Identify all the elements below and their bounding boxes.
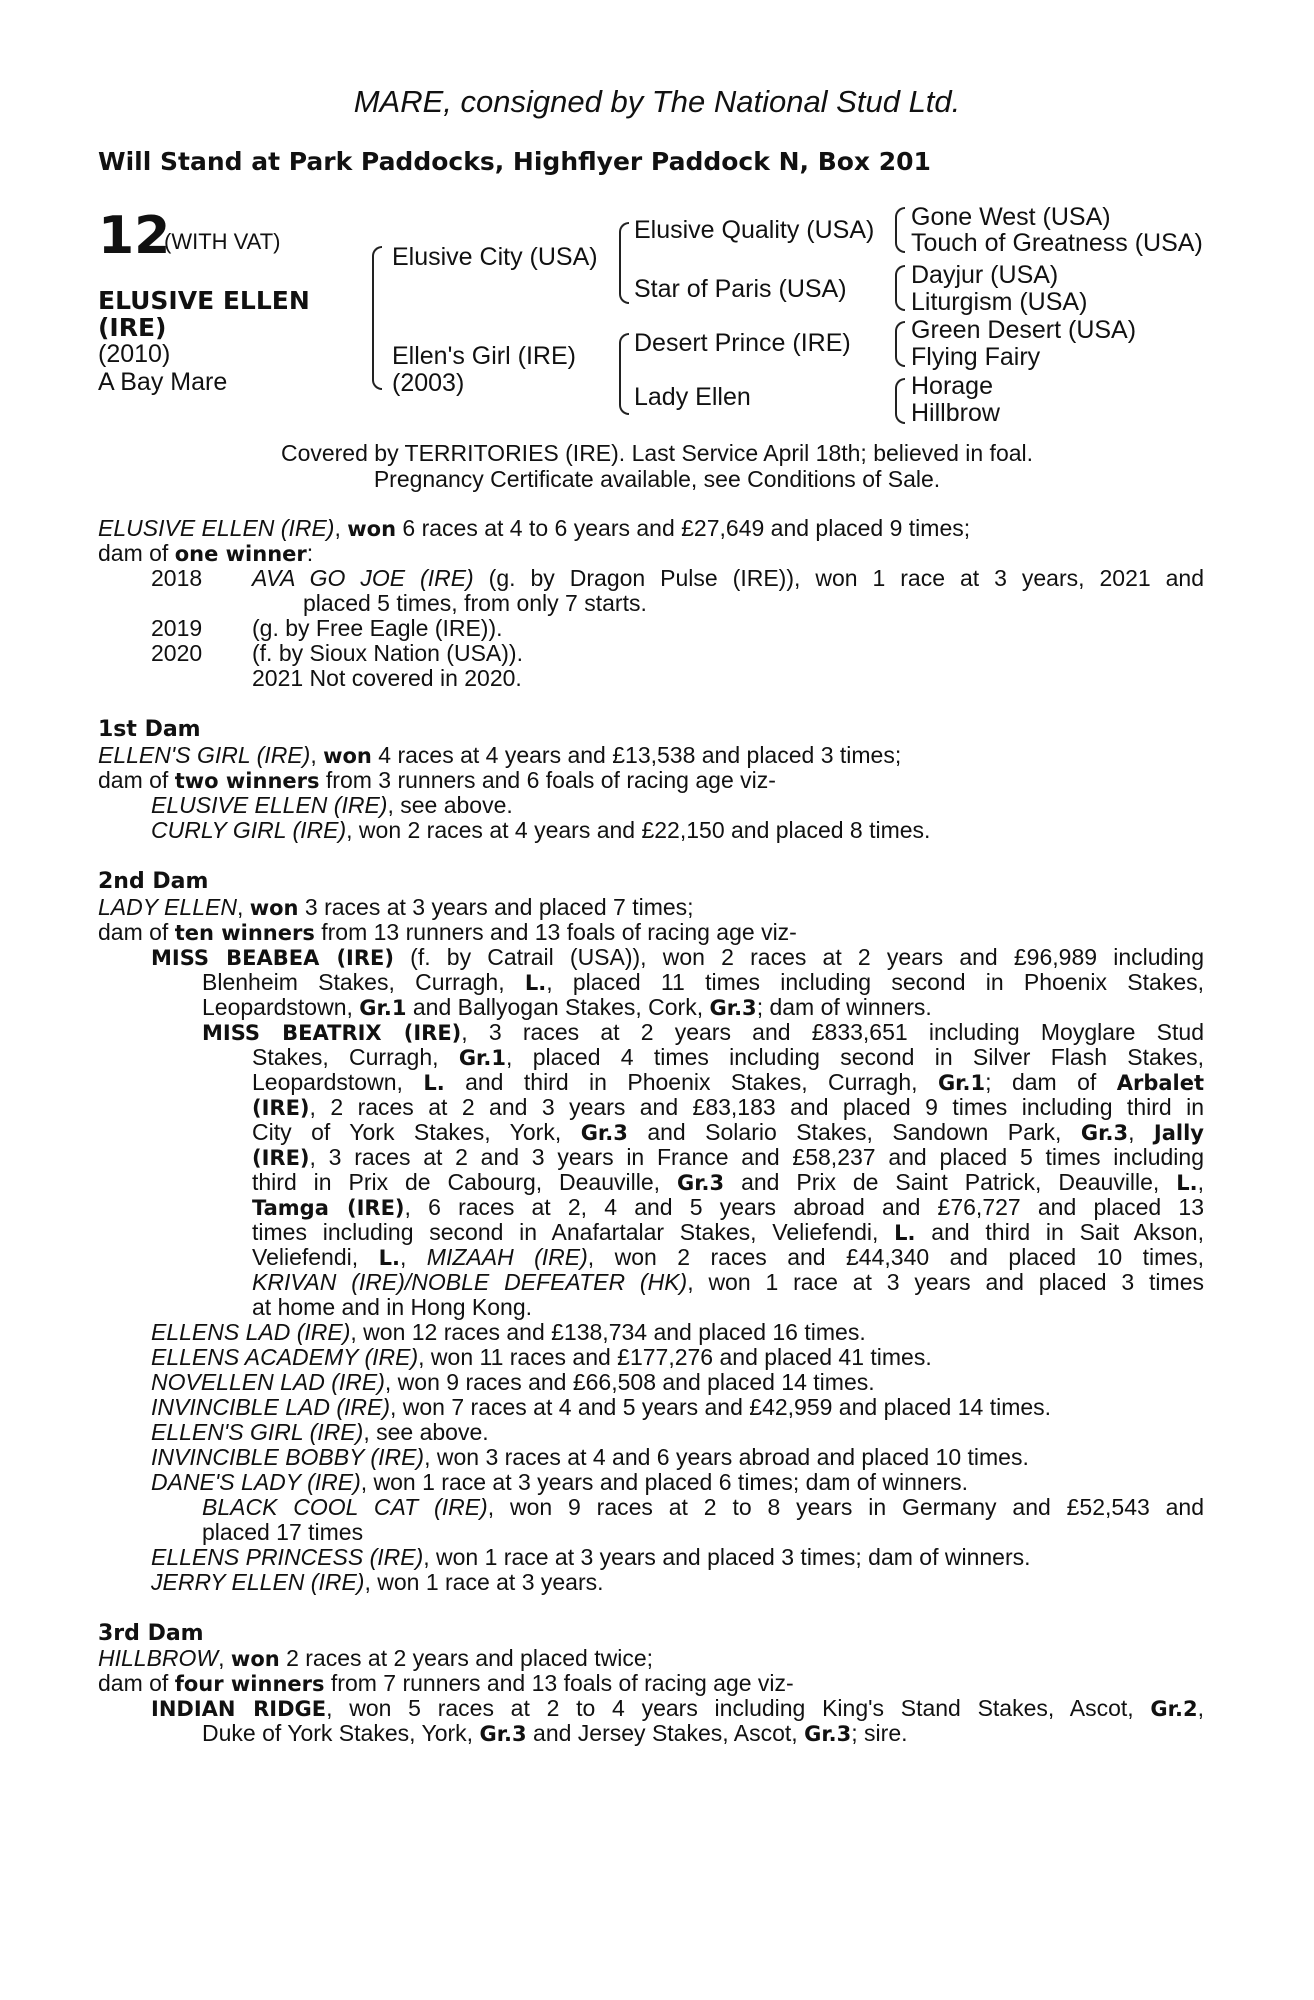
horse-name-suffix: (IRE) (98, 313, 167, 342)
pedigree-brace (895, 265, 905, 311)
horse-description: A Bay Mare (98, 368, 228, 396)
text-line: HILLBROW, won 2 races at 2 years and placed twice; (98, 1645, 654, 1671)
consignor-line: MARE, consigned by The National Stud Ltd. (353, 84, 961, 119)
pedigree-dam-sire: Desert Prince (IRE) (634, 329, 851, 357)
section-heading: 1st Dam (98, 717, 201, 742)
produce-year: 2019 (151, 615, 203, 641)
text-line: ELLEN'S GIRL (IRE), won 4 races at 4 years and £13,538 and placed 3 times; (98, 742, 902, 768)
text-line: (IRE), 2 races at 2 and 3 years and £83,183 and placed 9 times including third in (252, 1094, 1204, 1120)
pedigree-sire-dam: Star of Paris (USA) (634, 275, 847, 303)
text-line: (g. by Free Eagle (IRE)). (252, 615, 503, 641)
text-line: Leopardstown, L. and third in Phoenix Stakes, Curragh, Gr.1; dam of Arbalet (252, 1069, 1205, 1095)
text-line: Leopardstown, Gr.1 and Ballyogan Stakes, Cork, Gr.3; dam of winners. (202, 994, 932, 1020)
produce-year: 2018 (151, 565, 203, 591)
text-line: Veliefendi, L., MIZAAH (IRE), won 2 races and £44,340 and placed 10 times, (252, 1244, 1205, 1270)
pedigree-dam-year: (2003) (392, 369, 465, 397)
pedigree-dd-sire: Horage (911, 372, 993, 400)
pedigree-ss-sire: Gone West (USA) (911, 203, 1111, 231)
text-line: Tamga (IRE), 6 races at 2, 4 and 5 years abroad and £76,727 and placed 13 (252, 1194, 1204, 1220)
text-line: INVINCIBLE LAD (IRE), won 7 races at 4 and 5 years and £42,959 and placed 14 times. (151, 1394, 1052, 1420)
text-line: KRIVAN (IRE)/NOBLE DEFEATER (HK), won 1 race at 3 years and placed 3 times (252, 1269, 1204, 1295)
text-line: (IRE), 3 races at 2 and 3 years in France and £58,237 and placed 5 times including (252, 1144, 1204, 1170)
pedigree-brace (619, 222, 629, 304)
pedigree-sire: Elusive City (USA) (392, 243, 598, 271)
pedigree-dam-dam: Lady Ellen (634, 383, 751, 411)
text-line: ELUSIVE ELLEN (IRE), won 6 races at 4 to 6 years and £27,649 and placed 9 times; (98, 515, 971, 541)
pedigree-dd-dam: Hillbrow (911, 399, 1000, 427)
text-line: third in Prix de Cabourg, Deauville, Gr.3 and Prix de Saint Patrick, Deauville, L., (252, 1169, 1204, 1195)
covered-line: Covered by TERRITORIES (IRE). Last Service April 18th; believed in foal. (280, 440, 1034, 466)
text-line: dam of ten winners from 13 runners and 13 foals of racing age viz- (98, 919, 797, 945)
text-line: (f. by Sioux Nation (USA)). (252, 640, 523, 666)
text-line: ELLENS LAD (IRE), won 12 races and £138,734 and placed 16 times. (151, 1319, 866, 1345)
text-line: at home and in Hong Kong. (252, 1294, 533, 1320)
pedigree-brace (895, 378, 905, 424)
pedigree-ds-dam: Flying Fairy (911, 343, 1041, 371)
pedigree-dam: Ellen's Girl (IRE) (392, 342, 576, 370)
text-line: dam of one winner: (98, 540, 314, 566)
text-line: NOVELLEN LAD (IRE), won 9 races and £66,508 and placed 14 times. (151, 1369, 875, 1395)
text-line: placed 5 times, from only 7 starts. (303, 590, 647, 616)
text-line: JERRY ELLEN (IRE), won 1 race at 3 years. (151, 1569, 604, 1595)
horse-year: (2010) (98, 340, 171, 368)
text-line: INVINCIBLE BOBBY (IRE), won 3 races at 4 and 6 years abroad and placed 10 times. (151, 1444, 1029, 1470)
text-line: Stakes, Curragh, Gr.1, placed 4 times including second in Silver Flash Stakes, (252, 1044, 1205, 1070)
text-line: ELLENS ACADEMY (IRE), won 11 races and £177,276 and placed 41 times. (151, 1344, 932, 1370)
text-line: DANE'S LADY (IRE), won 1 race at 3 years and placed 6 times; dam of winners. (151, 1469, 969, 1495)
section-heading: 3rd Dam (98, 1621, 204, 1646)
stand-location: Will Stand at Park Paddocks, Highflyer Paddock N, Box 201 (98, 147, 931, 176)
pedigree-sire-sire: Elusive Quality (USA) (634, 216, 875, 244)
text-line: MISS BEABEA (IRE) (f. by Catrail (USA)), won 2 races at 2 years and £96,989 including (151, 944, 1204, 970)
text-line: BLACK COOL CAT (IRE), won 9 races at 2 to 8 years in Germany and £52,543 and (202, 1494, 1205, 1520)
text-line: CURLY GIRL (IRE), won 2 races at 4 years and £22,150 and placed 8 times. (151, 817, 931, 843)
text-line: Duke of York Stakes, York, Gr.3 and Jersey Stakes, Ascot, Gr.3; sire. (202, 1720, 908, 1746)
text-line: dam of two winners from 3 runners and 6 foals of racing age viz- (98, 767, 776, 793)
pedigree-brace (619, 333, 629, 415)
text-line: 2021 Not covered in 2020. (252, 665, 522, 691)
pedigree-sd-dam: Liturgism (USA) (911, 288, 1088, 316)
pedigree-ss-dam: Touch of Greatness (USA) (911, 229, 1203, 257)
text-line: MISS BEATRIX (IRE), 3 races at 2 years and £833,651 including Moyglare Stud (202, 1019, 1204, 1045)
text-line: times including second in Anafartalar Stakes, Veliefendi, L. and third in Sait Akson, (252, 1219, 1204, 1245)
pedigree-brace (895, 207, 905, 253)
pedigree-sd-sire: Dayjur (USA) (911, 261, 1059, 289)
text-line: Blenheim Stakes, Curragh, L., placed 11 times including second in Phoenix Stakes, (202, 969, 1205, 995)
pedigree-brace (372, 246, 382, 390)
text-line: INDIAN RIDGE, won 5 races at 2 to 4 years including King's Stand Stakes, Ascot, Gr.2, (151, 1695, 1204, 1721)
text-line: City of York Stakes, York, Gr.3 and Solario Stakes, Sandown Park, Gr.3, Jally (252, 1119, 1204, 1145)
text-line: ELLENS PRINCESS (IRE), won 1 race at 3 years and placed 3 times; dam of winners. (151, 1544, 1031, 1570)
pedigree-brace (895, 321, 905, 367)
text-line: dam of four winners from 7 runners and 13 foals of racing age viz- (98, 1670, 794, 1696)
pregnancy-line: Pregnancy Certificate available, see Conditions of Sale. (373, 466, 941, 492)
lot-number: 12 (98, 206, 171, 266)
text-line: AVA GO JOE (IRE) (g. by Dragon Pulse (IRE)), won 1 race at 3 years, 2021 and (252, 565, 1204, 591)
section-heading: 2nd Dam (98, 869, 209, 894)
produce-year: 2020 (151, 640, 203, 666)
text-line: ELUSIVE ELLEN (IRE), see above. (151, 792, 513, 818)
vat-note: (WITH VAT) (164, 229, 281, 254)
text-line: placed 17 times (202, 1519, 364, 1545)
pedigree-ds-sire: Green Desert (USA) (911, 316, 1137, 344)
text-line: LADY ELLEN, won 3 races at 3 years and placed 7 times; (98, 894, 694, 920)
horse-name: ELUSIVE ELLEN (98, 286, 310, 315)
text-line: ELLEN'S GIRL (IRE), see above. (151, 1419, 489, 1445)
